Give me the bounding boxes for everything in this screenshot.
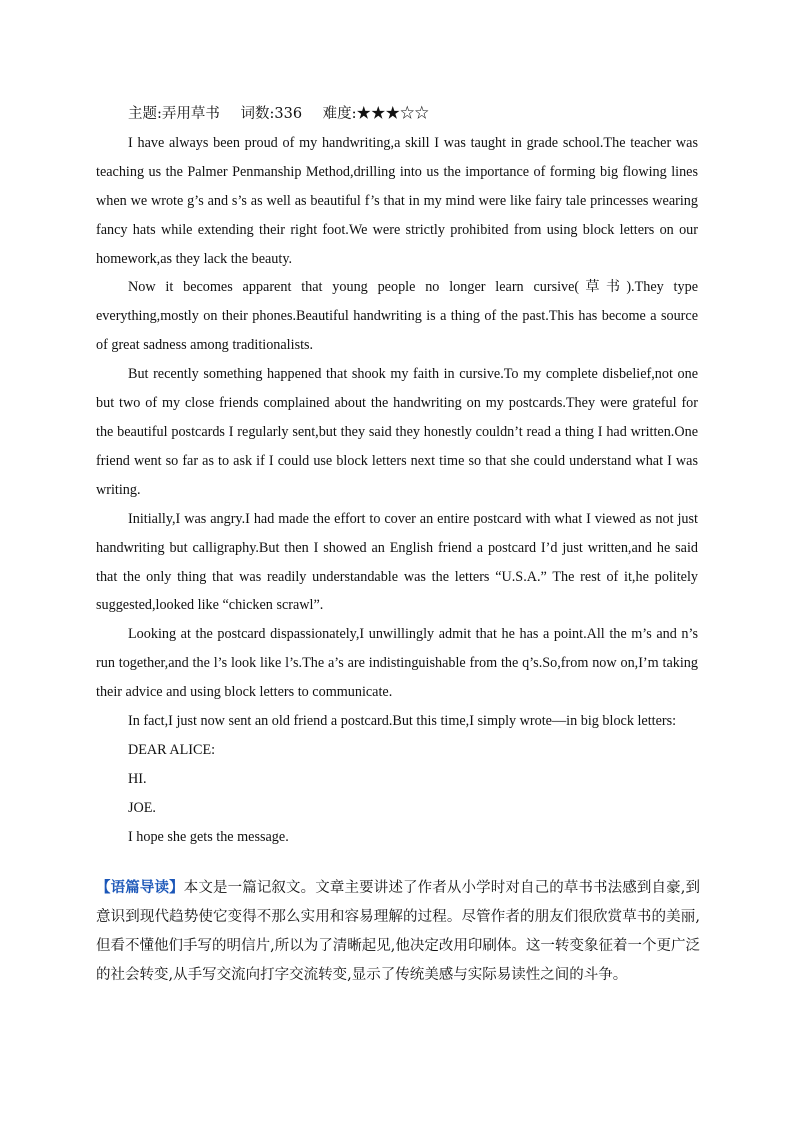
topic-label: 主题:弄用草书 xyxy=(128,106,220,122)
difficulty-rating: 难度:★★★☆☆ xyxy=(322,106,430,122)
passage-closing: I hope she gets the message. xyxy=(128,828,289,845)
reading-guide-tag: 【语篇导读】 xyxy=(96,879,184,896)
postcard-signature: JOE. xyxy=(128,799,156,816)
reading-guide-text: 本文是一篇记叙文。文章主要讲述了作者从小学时对自己的草书书法感到自豪,到意识到现代趋势使它变得不那么实用和容易理解的过程。尽管作者的朋友们很欣赏草书的美丽,但看不懂他们手写的明信片,所以为了清晰起见,他决定改用印刷体。这一转变象征着一个更广泛的社会转变,从手写交流向打字交流转变,显示了传统美感与实际易读性之间的斗争。 xyxy=(96,880,700,983)
postcard-salutation: DEAR ALICE: xyxy=(128,741,216,758)
postcard-greeting: HI. xyxy=(128,770,147,787)
passage-paragraph-3: But recently something happened that shook my faith in cursive.To my complete disbelief,not one but two of my close friends complained about the handwriting on my postcards.They were grateful for the beautiful postcards I regularly sent,but they said they honestly couldn’t read a thing I had written.One friend went so far as to ask if I could use block letters next time so that she could understand what I was writing. xyxy=(96,366,698,498)
passage-paragraph-5: Looking at the postcard dispassionately,I unwillingly admit that he has a point.All the m’s and n’s run together,and the l’s look like l’s.The a’s are indistinguishable from the q’s.So,from now on,I’m taking their advice and using block letters to communicate. xyxy=(96,626,698,701)
passage-paragraph-6: In fact,I just now sent an old friend a postcard.But this time,I simply wrote—in big block letters: xyxy=(128,713,677,730)
reading-guide xyxy=(96,874,700,990)
document-page xyxy=(96,100,698,852)
passage-paragraph-2: Now it becomes apparent that young people no longer learn cursive(草书).They type everything,mostly on their phones.Beautiful handwriting is a thing of the past.This has become a source of great sadness among traditionalists. xyxy=(96,279,698,354)
passage-header xyxy=(96,100,698,129)
passage-paragraph-1: I have always been proud of my handwriting,a skill I was taught in grade school.The teacher was teaching us the Palmer Penmanship Method,drilling into us the importance of forming big flowing lines when we wrote g’s and s’s as well as beautiful f’s that in my mind were like fairy tale princesses wearing fancy hats while extending their right foot.We were strictly prohibited from using block letters on our homework,as they lack the beauty. xyxy=(96,134,698,267)
passage-paragraph-4: Initially,I was angry.I had made the effort to cover an entire postcard with what I viewed as not just handwriting but calligraphy.But then I showed an English friend a postcard I’d just written,and he said that the only thing that was readily understandable was the letters “U.S.A.” The rest of it,he politely suggested,looked like “chicken scrawl”. xyxy=(96,510,698,614)
word-count-label: 词数:336 xyxy=(240,106,303,122)
